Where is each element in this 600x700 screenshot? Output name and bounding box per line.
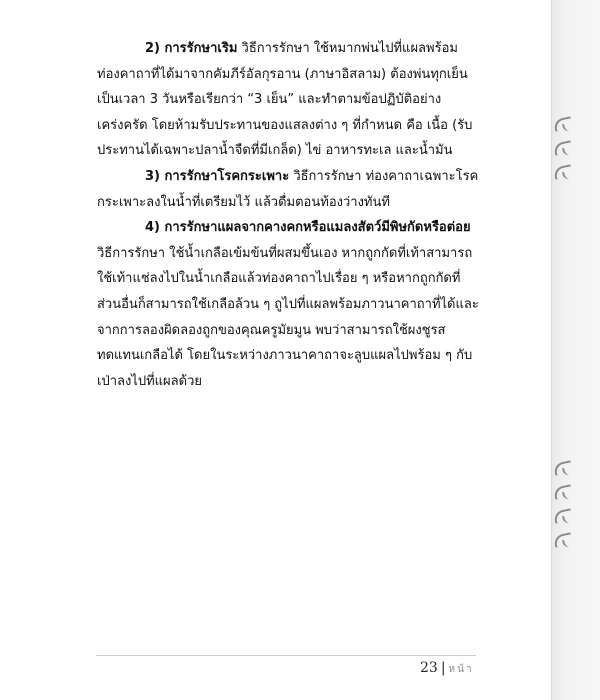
binder-ring-icon	[553, 484, 573, 499]
page-number: 23	[420, 660, 438, 676]
binder-ring-icon	[553, 532, 573, 547]
section-paragraph	[97, 36, 480, 164]
section-text: วิธีการรักษา ท่องคาถาเฉพาะโรคกระเพาะลงในน้ำที่เตรียมไว้ แล้วดื่มตอนท้องว่างทันที	[97, 168, 479, 210]
section-heading: 2) การรักษาเริม	[145, 41, 238, 56]
binder-ring-icon	[553, 116, 573, 131]
binder-edge	[551, 0, 600, 700]
binder-ring-icon	[553, 164, 573, 179]
section-text: วิธีการรักษา ใช้หมากพ่นไปที่แผลพร้อมท่องคาถาที่ได้มาจากคัมภีร์อัลกุรอาน (ภาษาอิสลาม) ต้องพ่นทุกเย็นเป็นเวลา 3 วันหรือเรียกว่า “3 เย็น” และทำตามข้อปฏิบัติอย่างเคร่งครัด โดยห้ามรับประทานของแสลงต่าง ๆ ที่กำหนด คือ เนื้อ (รับประทานได้เฉพาะปลาน้ำจืดที่มีเกล็ด) ไข่ อาหารทะเล และน้ำมัน	[97, 41, 473, 159]
section-heading: 3) การรักษาโรคกระเพาะ	[145, 168, 290, 184]
binder-ring-icon	[553, 508, 573, 523]
section-paragraph	[97, 215, 480, 241]
footer-separator: |	[440, 660, 446, 676]
binder-ring-icon	[553, 140, 573, 155]
section-paragraph	[97, 164, 480, 215]
binder-ring-icon	[553, 460, 573, 475]
footer-divider	[96, 655, 476, 656]
section-paragraph	[97, 241, 480, 395]
page-label: หน้า	[448, 664, 474, 675]
page-footer	[420, 660, 474, 677]
document-body	[97, 36, 480, 394]
section-text: วิธีการรักษา ใช้น้ำเกลือเข้มข้นที่ผสมขึ้นเอง หากถูกกัดที่เท้าสามารถใช้เท้าแช่ลงไปในน้ำเกลือแล้วท่องคาถาไปเรื่อย ๆ หรือหากถูกกัดที่ส่วนอื่นก็สามารถใช้เกลือล้วน ๆ ถูไปที่แผลพร้อมภาวนาคาถาที่ได้และจากการลองผิดลองถูกของคุณครูมัยมูน พบว่าสามารถใช้ผงชูรสทดแทนเกลือได้ โดยในระหว่างภาวนาคาถาจะลูบแผลไปพร้อม ๆ กับเป่าลงไปที่แผลด้วย	[97, 245, 479, 389]
section-heading: 4) การรักษาแผลจากคางคกหรือแมลงสัตว์มีพิษกัดหรือต่อย	[145, 220, 471, 236]
